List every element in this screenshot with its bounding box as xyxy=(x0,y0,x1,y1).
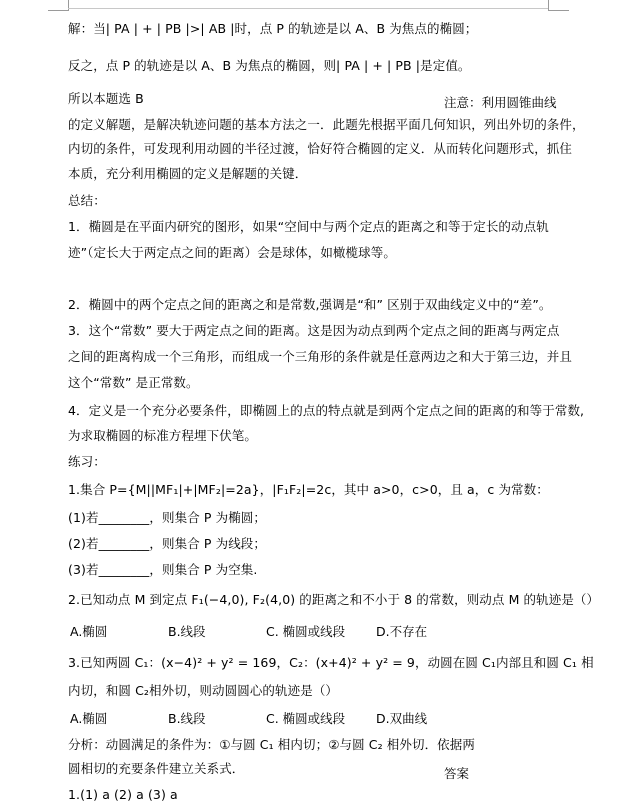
question-line: (2)若________，则集合 P 为线段； xyxy=(68,536,266,551)
text-line: 内切的条件，可发现利用动圆的半径过渡，恰好符合椭圆的定义．从而转化问题形式，抓住 xyxy=(68,141,573,156)
answer-line: 1.(1) a (2) a (3) a xyxy=(68,787,178,802)
page-margin-line xyxy=(68,8,548,9)
question-line: 1.集合 P={M||MF₁|+|MF₂|=2a}，|F₁F₂|=2c，其中 a>0，c>0，且 a，c 为常数： xyxy=(68,482,549,497)
text-line: 迹”（定长大于两定点之间的距离）会是球体，如橄榄球等。 xyxy=(68,245,396,260)
text-line: 之间的距离构成一个三角形，而组成一个三角形的条件就是任意两边之和大于第三边，并且 xyxy=(68,349,573,364)
choice-c: C. 椭圆或线段 xyxy=(266,711,346,726)
question-line: 内切，和圆 C₂相外切，则动圆圆心的轨迹是（） xyxy=(68,683,339,698)
question-line: (1)若________，则集合 P 为椭圆； xyxy=(68,510,266,525)
text-line: 反之，点 P 的轨迹是以 A、B 为焦点的椭圆，则| PA | + | PB |是定值。 xyxy=(68,58,471,73)
text-line: 1．椭圆是在平面内研究的图形，如果“空间中与两个定点的距离之和等于定长的动点轨 xyxy=(68,219,549,234)
analysis-line: 圆相切的充要条件建立关系式． xyxy=(68,761,245,776)
page-corner-mark xyxy=(548,0,569,11)
choice-d: D.双曲线 xyxy=(376,711,428,726)
question-line: 3.已知两圆 C₁：(x−4)² + y² = 169，C₂：(x+4)² + y² = 9，动圆在圆 C₁内部且和圆 C₁ 相 xyxy=(68,655,594,670)
page-corner-mark xyxy=(48,0,69,11)
note-label: 注意：利用圆锥曲线 xyxy=(444,95,557,110)
text-line: 所以本题选 B xyxy=(68,91,144,106)
choice-a: A.椭圆 xyxy=(70,624,108,639)
question-line: 2.已知动点 M 到定点 F₁(−4,0), F₂(4,0) 的距离之和不小于 8 的常数，则动点 M 的轨迹是（） xyxy=(68,592,600,607)
analysis-line: 分析：动圆满足的条件为：①与圆 C₁ 相内切；②与圆 C₂ 相外切．依据两 xyxy=(68,737,475,752)
text-line: 2．椭圆中的两个定点之间的距离之和是常数,强调是“和” 区别于双曲线定义中的“差”。 xyxy=(68,297,552,312)
text-line: 的定义解题，是解决轨迹问题的基本方法之一．此题先根据平面几何知识，列出外切的条件， xyxy=(68,117,585,132)
text-line: 本质，充分利用椭圆的定义是解题的关键． xyxy=(68,166,308,181)
choice-b: B.线段 xyxy=(168,624,206,639)
choice-a: A.椭圆 xyxy=(70,711,108,726)
text-line: 解：当| PA | + | PB |>| AB |时，点 P 的轨迹是以 A、B 为焦点的椭圆； xyxy=(68,21,478,36)
answer-heading: 答案 xyxy=(444,766,470,781)
text-line: 这个“常数” 是正常数。 xyxy=(68,375,199,390)
section-heading: 总结： xyxy=(68,193,106,208)
question-line: (3)若________，则集合 P 为空集. xyxy=(68,562,258,577)
choice-c: C. 椭圆或线段 xyxy=(266,624,346,639)
text-line: 3．这个“常数” 要大于两定点之间的距离。这是因为动点到两个定点之间的距离与两定点 xyxy=(68,323,560,338)
section-heading: 练习： xyxy=(68,454,106,469)
choice-d: D.不存在 xyxy=(376,624,428,639)
text-line: 为求取椭圆的标准方程埋下伏笔。 xyxy=(68,428,258,443)
choice-b: B.线段 xyxy=(168,711,206,726)
text-line: 4．定义是一个充分必要条件，即椭圆上的点的特点就是到两个定点之间的距离的和等于常数, xyxy=(68,403,585,418)
